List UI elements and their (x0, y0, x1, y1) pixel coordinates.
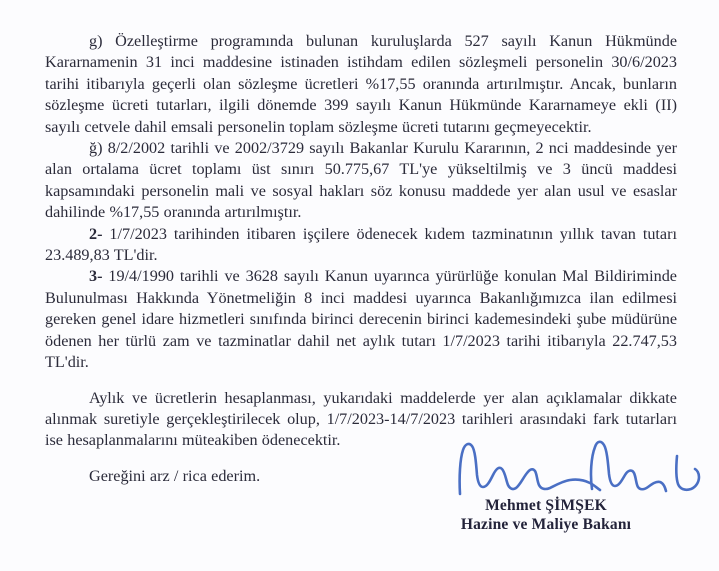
item-2-text: 1/7/2023 tarihinden itibaren işçilere ödenecek kıdem tazminatının yıllık tavan tutarı 23.489,83 TL'dir. (45, 224, 677, 265)
paragraph-closing: Gereğini arz / rica ederim. (89, 466, 261, 485)
paragraph-calculation-note: Aylık ve ücretlerin hesaplanması, yukarıdaki maddelerde yer alan açıklamalar dikkate alınmak suretiyle gerçekleştirilecek olup, 1/7/2023-14/7/2023 tarihleri arasındaki fark tutarları ise hesaplanmalarını müteakiben ödenecektir. (45, 388, 677, 450)
signatory-name: Mehmet ŞİMŞEK (485, 497, 607, 514)
paragraph-g-dotless: ğ) 8/2/2002 tarihli ve 2002/3729 sayılı Bakanlar Kurulu Kararının, 2 nci maddesinde yer alan ortalama ücret toplamı üst sınırı 50.775,67 TL'ye yükseltilmiş ve 3 üncü maddesi kapsamındaki personelin mali ve sosyal hakları söz konusu maddede yer alan usul ve esaslar dahilinde %17,55 oranında artırılmıştır. (45, 139, 677, 222)
paragraph-g: g) Özelleştirme programında bulunan kuruluşlarda 527 sayılı Kanun Hükmünde Kararnamenin 31 inci maddesine istinaden istihdam edilen sözleşmeli personelin 30/6/2023 tarihi itibarıyla geçerli olan sözleşme ücretleri %17,55 oranında artırılmıştır. Ancak, bunların sözleşme ücreti tutarları, ilgili dönemde 399 sayılı Kanun Hükmünde Kararnameye ekli (II) sayılı cetvele dahil emsali personelin toplam sözleşme ücreti tutarını geçmeyecektir. (45, 32, 677, 136)
item-3-marker: 3- (89, 267, 103, 286)
document-body (45, 31, 677, 487)
paragraph-item-2 (45, 224, 677, 267)
paragraph-item-3 (45, 266, 677, 373)
signatory-title: Hazine ve Maliye Bakanı (460, 516, 632, 533)
item-3-text: 19/4/1990 tarihli ve 3628 sayılı Kanun uyarınca yürürlüğe konulan Mal Bildiriminde Bulunulması Hakkında Yönetmeliğin 8 inci maddesi uyarınca Bakanlığımızca ilan edilmesi gereken genel idare hizmetleri sınıfında birinci derecenin birinci kademesindeki şube müdürüne ödenen her türlü zam ve tazminatlar dahil net aylık tutarı 1/7/2023 tarihi itibarıyla 22.747,53 TL'dir. (45, 267, 677, 372)
item-2-marker: 2- (89, 224, 103, 243)
